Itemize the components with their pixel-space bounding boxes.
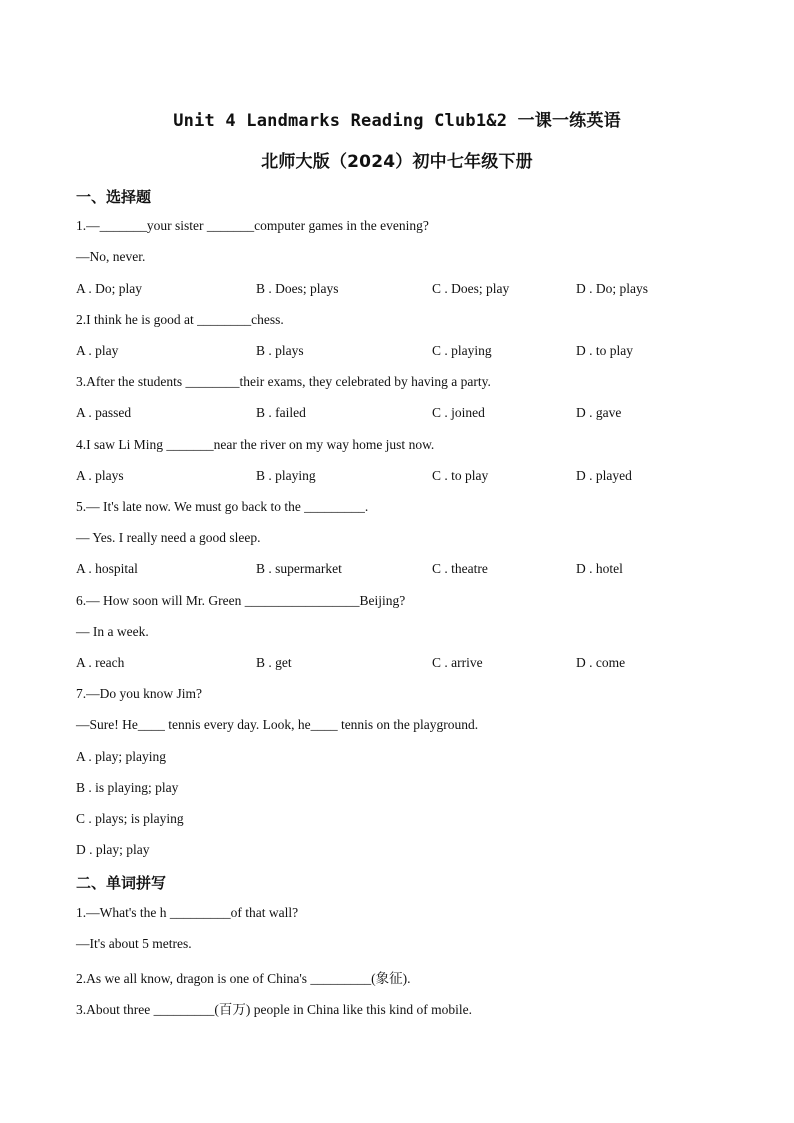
question-1-reply: —No, never.: [76, 249, 146, 264]
document-subtitle: 北师大版（2024）初中七年级下册: [261, 152, 533, 172]
option-b: B . get: [256, 655, 292, 670]
question-7-option-b: B . is playing; play: [76, 780, 179, 795]
option-d: D . come: [576, 655, 626, 670]
option-a: A . passed: [76, 405, 132, 420]
spelling-2-stem: 2.As we all know, dragon is one of China's _________(象征).: [76, 971, 411, 986]
option-b: B . playing: [256, 468, 316, 483]
spelling-1-reply: —It's about 5 metres.: [76, 936, 192, 951]
option-d: D . to play: [576, 343, 633, 358]
option-c: C . theatre: [432, 561, 488, 576]
option-c: C . arrive: [432, 655, 483, 670]
question-1-stem: 1.—_______your sister _______computer games in the evening?: [76, 218, 429, 233]
option-c: C . joined: [432, 405, 485, 420]
question-3-options: [76, 405, 716, 423]
option-d: D . gave: [576, 405, 622, 420]
question-6-reply: — In a week.: [76, 624, 149, 639]
section-heading-spelling: 二、单词拼写: [76, 874, 167, 892]
question-7-option-c: C . plays; is playing: [76, 811, 184, 826]
option-a: A . Do; play: [76, 281, 142, 296]
question-4-options: [76, 468, 716, 486]
question-2-options: [76, 343, 716, 361]
option-a: A . plays: [76, 468, 124, 483]
question-3-stem: 3.After the students ________their exams, they celebrated by having a party.: [76, 374, 491, 389]
option-b: B . supermarket: [256, 561, 342, 576]
option-a: A . reach: [76, 655, 125, 670]
question-5-stem: 5.— It's late now. We must go back to the _________.: [76, 499, 369, 514]
question-1-options: [76, 281, 716, 299]
question-6-options: [76, 655, 716, 673]
option-a: A . play: [76, 343, 119, 358]
question-7-stem: 7.—Do you know Jim?: [76, 686, 202, 701]
option-a: A . hospital: [76, 561, 138, 576]
question-2-stem: 2.I think he is good at ________chess.: [76, 312, 284, 327]
option-b: B . failed: [256, 405, 306, 420]
spelling-1-stem: 1.—What's the h _________of that wall?: [76, 905, 299, 920]
option-d: D . Do; plays: [576, 281, 648, 296]
question-4-stem: 4.I saw Li Ming _______near the river on my way home just now.: [76, 437, 435, 452]
spelling-3-stem: 3.About three _________(百万) people in China like this kind of mobile.: [76, 1002, 472, 1017]
option-b: B . plays: [256, 343, 304, 358]
question-5-reply: — Yes. I really need a good sleep.: [76, 530, 261, 545]
option-c: C . to play: [432, 468, 489, 483]
document-title: Unit 4 Landmarks Reading Club1&2 一课一练英语: [173, 111, 621, 131]
option-b: B . Does; plays: [256, 281, 339, 296]
question-7-option-d: D . play; play: [76, 842, 150, 857]
question-7-option-a: A . play; playing: [76, 749, 166, 764]
question-6-stem: 6.— How soon will Mr. Green _________________Beijing?: [76, 593, 406, 608]
option-c: C . playing: [432, 343, 492, 358]
option-c: C . Does; play: [432, 281, 510, 296]
option-d: D . played: [576, 468, 632, 483]
question-7-reply: —Sure! He____ tennis every day. Look, he____ tennis on the playground.: [76, 717, 479, 732]
question-5-options: [76, 561, 716, 579]
option-d: D . hotel: [576, 561, 623, 576]
section-heading-multiple-choice: 一、选择题: [76, 188, 152, 206]
